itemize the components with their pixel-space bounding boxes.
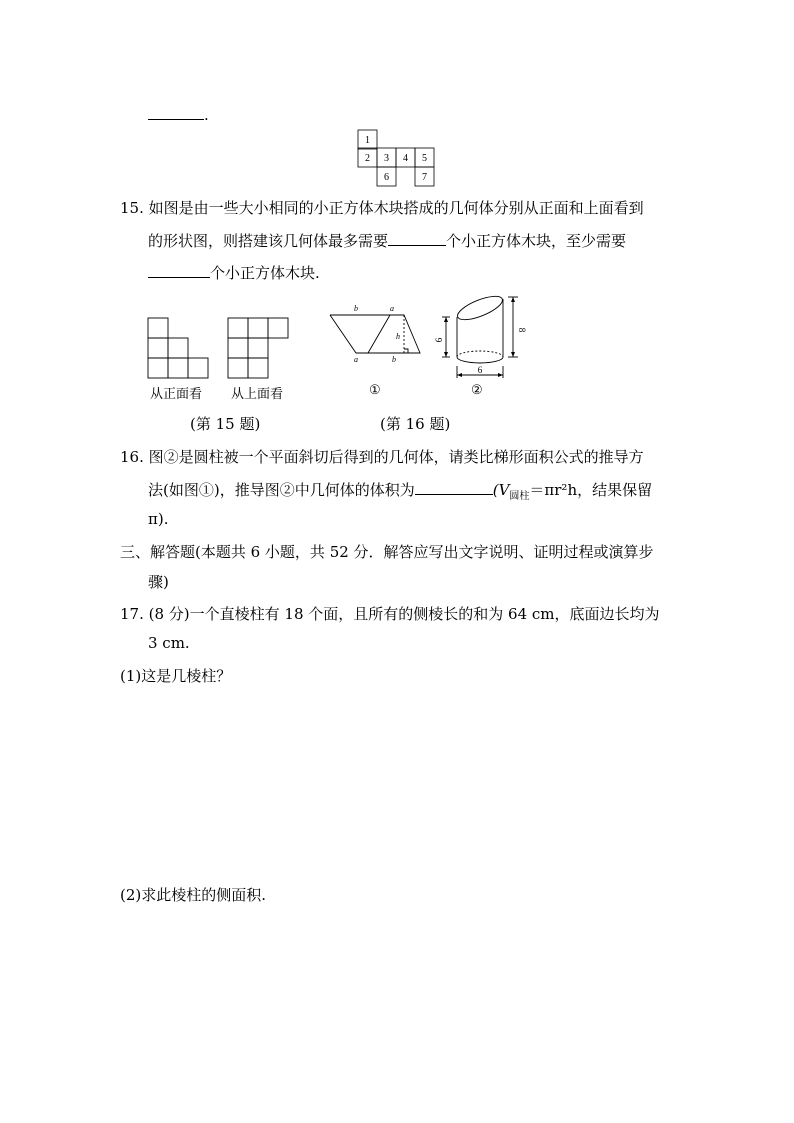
answer-blank [148,261,210,278]
section-3-heading-cont: 骤) [148,573,169,591]
trap-label-b-top: b [354,304,358,313]
q16-line-2: 法(如图①)，推导图②中几何体的体积为 ($V_{圆柱}=\pi r^2h$，结果保留 [148,478,652,502]
front-view-label: 从正面看 [150,387,203,402]
figure-15-caption: (第 15 题) [190,415,261,433]
q17-part-2: (2)求此棱柱的侧面积. [120,886,267,904]
trap-label-b-bottom: b [392,355,396,364]
net-label: 6 [384,172,389,183]
cut-cylinder-figure [434,290,527,384]
figure-2-label: ② [471,383,483,398]
figure-16-caption: (第 16 题) [380,415,451,433]
cube-net-figure [355,127,440,189]
cyl-label-short-height: 6 [434,337,444,343]
net-label: 5 [422,153,427,164]
net-label: 2 [365,153,370,164]
net-label: 7 [422,172,427,183]
section-3-heading: 三、解答题(本题共 6 小题，共 52 分．解答应写出文字说明、证明过程或演算步 [120,543,654,561]
q15-line-1: 15. 如图是由一些大小相同的小正方体木块搭成的几何体分别从正面和上面看到 [120,199,644,217]
cyl-label-long-height: 8 [517,327,527,333]
front-view-figure [146,316,212,381]
trap-label-h: h [396,332,400,341]
trapezoid-figure [326,300,436,366]
q17-part-1: (1)这是几棱柱？ [120,667,232,685]
q15-line-2: 的形状图，则搭建该几何体最多需要 个小正方体木块，至少需要 [148,229,626,251]
q17-line-1: 17. (8 分)一个直棱柱有 18 个面，且所有的侧棱长的和为 64 cm，底面边长均为 [120,605,660,623]
answer-blank [148,103,204,120]
answer-blank [388,229,446,246]
q15-line-3: 个小正方体木块. [148,261,320,283]
top-view-figure [226,316,292,381]
net-label: 1 [365,135,370,146]
q16-line-3: π). [148,510,169,528]
cyl-label-diameter: 6 [477,365,483,375]
net-label: 4 [403,153,408,164]
top-view-label: 从上面看 [231,387,284,402]
q14-answer-line: . [148,103,209,124]
q17-line-2: 3 cm. [148,634,190,652]
trap-label-a-bottom: a [354,355,358,364]
figure-1-label: ① [369,383,381,398]
answer-blank [415,478,493,495]
q16-line-1: 16. 图②是圆柱被一个平面斜切后得到的几何体，请类比梯形面积公式的推导方 [120,448,644,466]
net-label: 3 [384,153,389,164]
trap-label-a-top: a [390,304,394,313]
